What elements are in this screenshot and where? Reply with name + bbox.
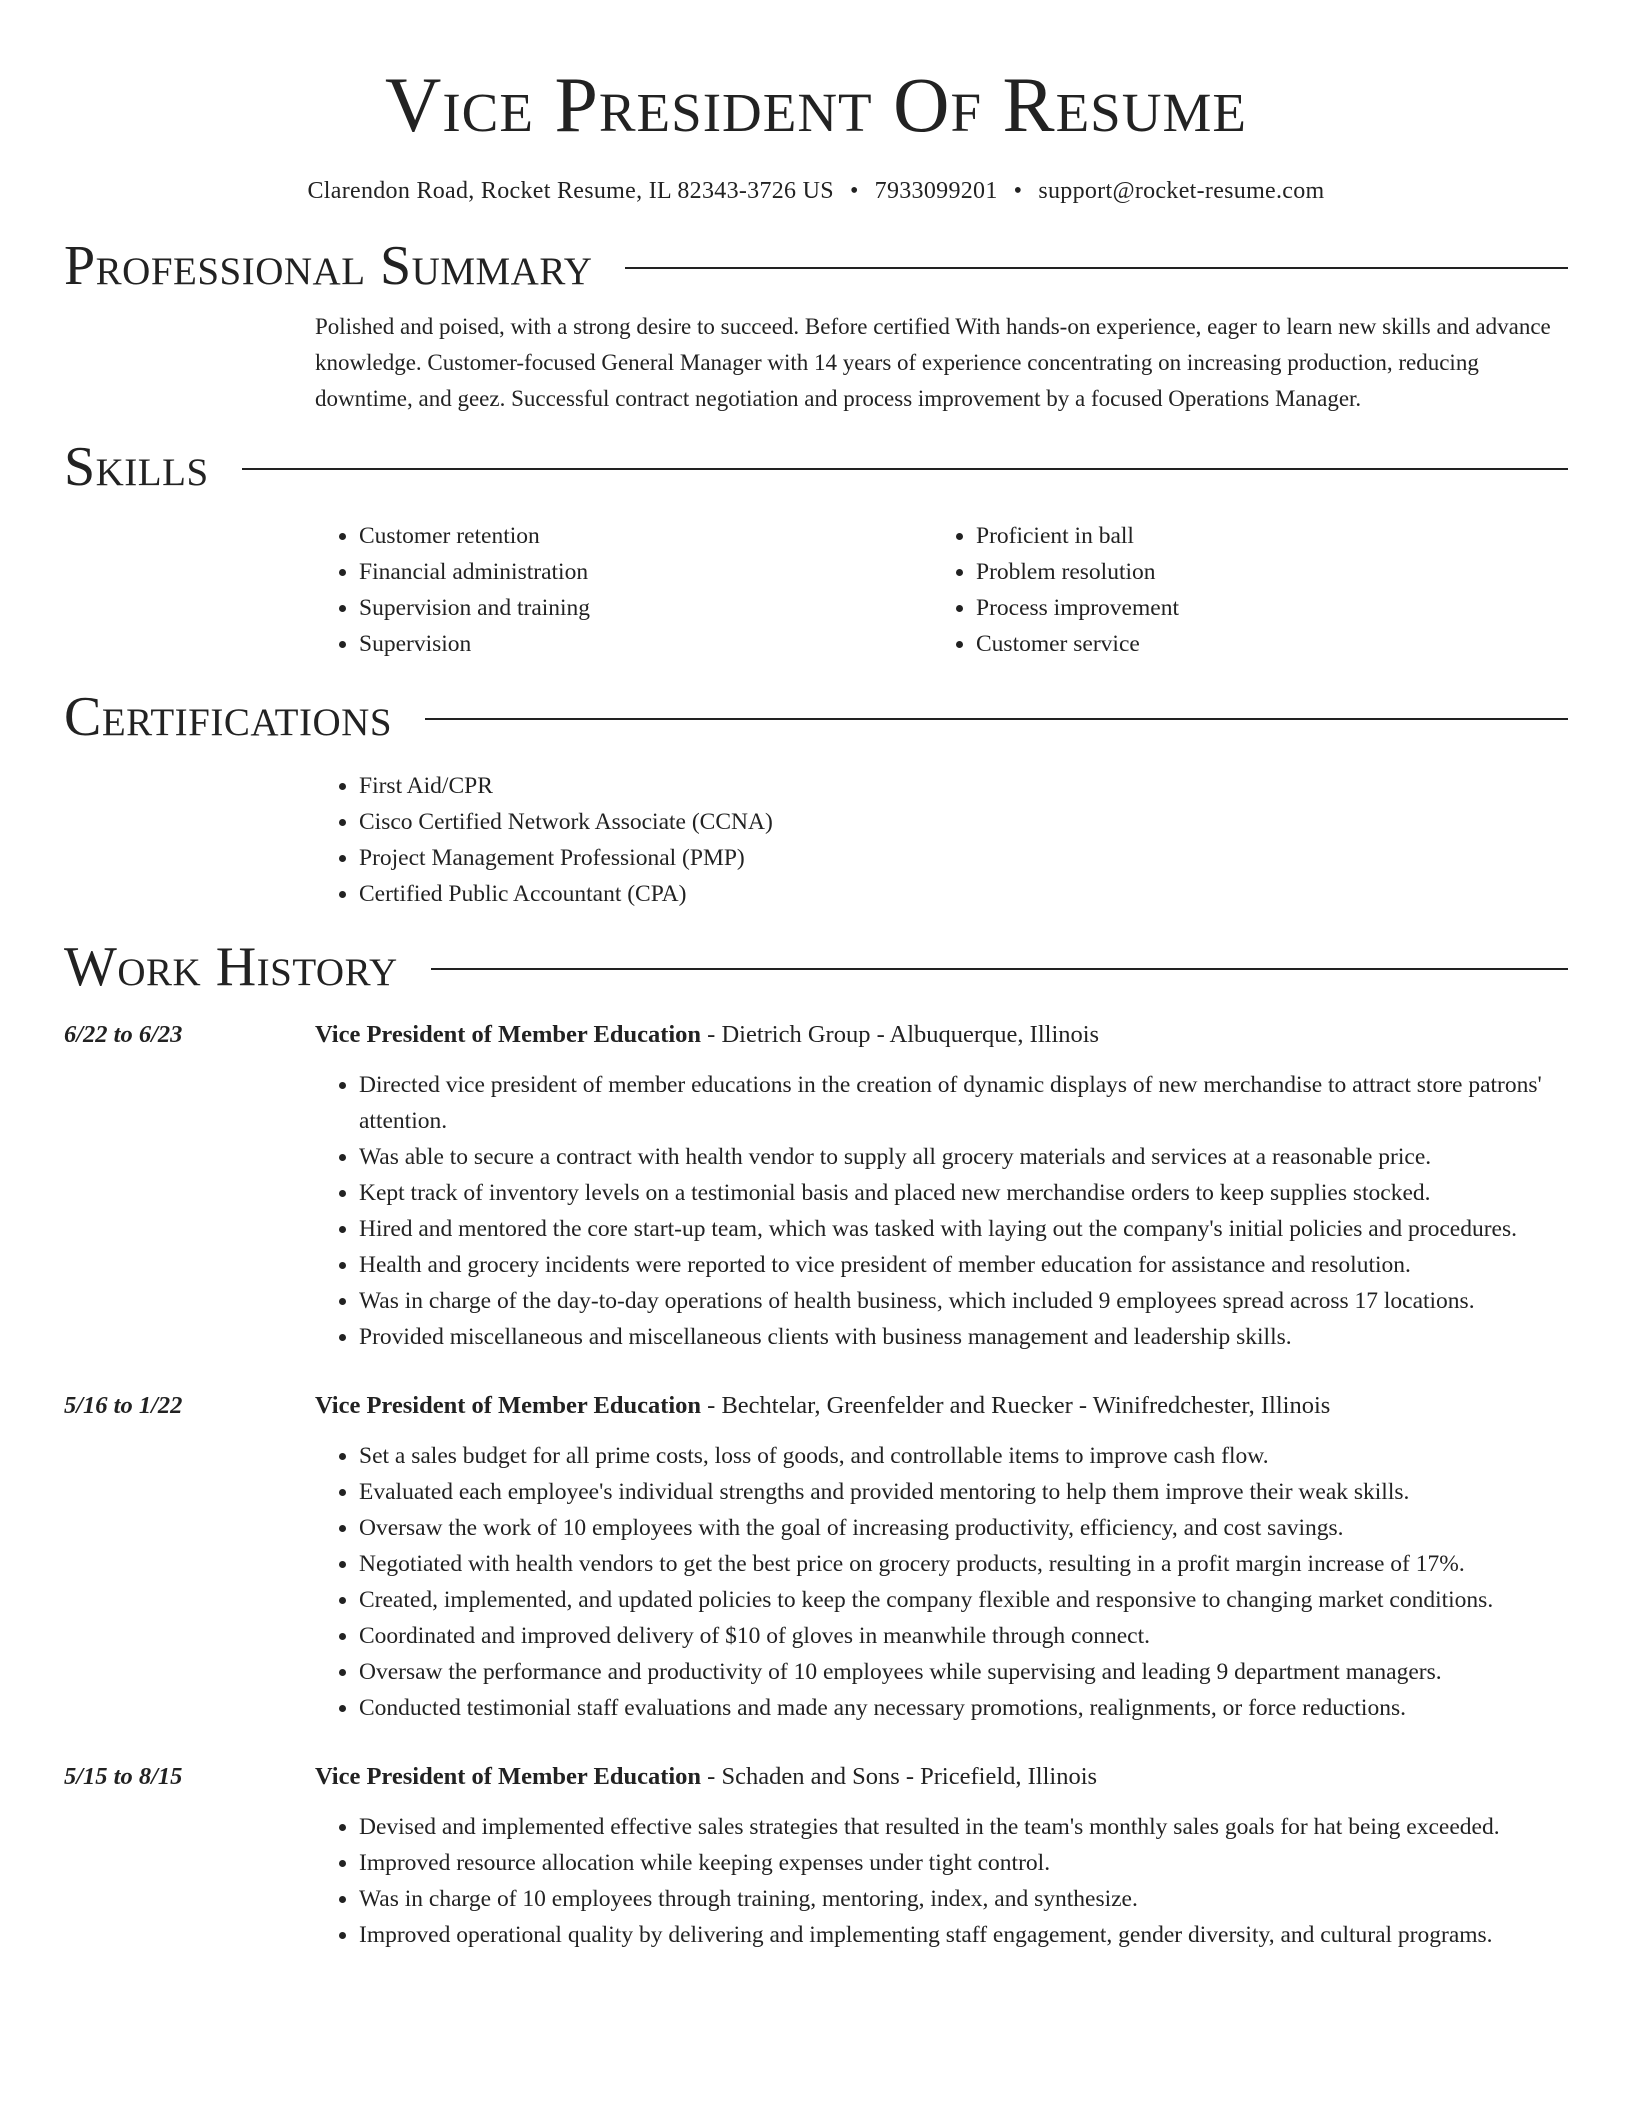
job-bullet: • Was able to secure a contract with health vendor to supply all grocery materials and services at a reasonable price. (359, 1139, 1569, 1175)
job-entry (64, 1388, 1568, 1726)
job-bullet: • Coordinated and improved delivery of $10 of gloves in meanwhile through connect. (359, 1618, 1569, 1654)
job-bullet: • Kept track of inventory levels on a testimonial basis and placed new merchandise orders to keep supplies stocked. (359, 1175, 1569, 1211)
job-bullet: • Oversaw the work of 10 employees with the goal of increasing productivity, efficiency, and cost savings. (359, 1510, 1569, 1546)
work-history-list (64, 1017, 1568, 1953)
job-header (64, 1017, 1568, 1053)
section-divider (425, 718, 1568, 720)
job-title-line (315, 1759, 1097, 1795)
job-entry (64, 1017, 1568, 1355)
contact-separator: • (1013, 178, 1023, 204)
summary-section-header (64, 231, 1568, 301)
skill-item: • Supervision and training (359, 590, 932, 626)
job-bullet: • Negotiated with health vendors to get the best price on grocery products, resulting in a profit margin increase of 17%. (359, 1546, 1569, 1582)
skills-list (315, 518, 1568, 662)
skills-section-header (64, 432, 1568, 502)
skill-item: • Customer retention (359, 518, 932, 554)
job-bullet: • Oversaw the performance and productivity of 10 employees while supervising and leading 9 department managers. (359, 1654, 1569, 1690)
job-bullet: • Health and grocery incidents were reported to vice president of member education for assistance and resolution. (359, 1247, 1569, 1283)
job-title: Vice President of Member Education (315, 1763, 702, 1790)
job-bullets (315, 1067, 1568, 1355)
work-section-header (64, 932, 1568, 1002)
contact-separator: • (849, 178, 859, 204)
job-entry (64, 1759, 1568, 1953)
job-bullet: • Evaluated each employee's individual strengths and provided mentoring to help them improve their weak skills. (359, 1474, 1569, 1510)
section-divider (625, 267, 1568, 269)
skill-item: • Financial administration (359, 554, 932, 590)
job-title-line (315, 1017, 1099, 1053)
job-employer-location: - Dietrich Group - Albuquerque, Illinois (701, 1021, 1100, 1048)
job-title: Vice President of Member Education (315, 1021, 702, 1048)
section-divider (242, 468, 1568, 470)
resume-page (64, 0, 1568, 1953)
job-bullets (315, 1438, 1568, 1726)
job-dates: 6/22 to 6/23 (64, 1021, 183, 1048)
job-header (64, 1388, 1568, 1424)
skills-column-right (932, 518, 1549, 662)
certification-item: • First Aid/CPR (359, 768, 1568, 804)
job-bullet: • Directed vice president of member educations in the creation of dynamic displays of new merchandise to attract store patrons' attention. (359, 1067, 1569, 1139)
job-title-line (315, 1388, 1330, 1424)
job-bullet: • Created, implemented, and updated policies to keep the company flexible and responsive to changing market conditions. (359, 1582, 1569, 1618)
skills-heading: Skills (64, 436, 209, 498)
job-bullet: • Improved resource allocation while keeping expenses under tight control. (359, 1845, 1569, 1881)
skill-item: • Customer service (976, 626, 1549, 662)
job-bullet: • Was in charge of the day-to-day operations of health business, which included 9 employees spread across 17 locations. (359, 1283, 1569, 1319)
skill-item: • Problem resolution (976, 554, 1549, 590)
job-bullet: • Provided miscellaneous and miscellaneous clients with business management and leadership skills. (359, 1319, 1569, 1355)
certifications-list (315, 768, 1568, 912)
summary-text: Polished and poised, with a strong desire to succeed. Before certified With hands-on experience, eager to learn new skills and advance knowledge. Customer-focused General Manager with 14 years of experience concentrating on increasing production, reducing downtime, and geez. Successful contract negotiation and process improvement by a focused Operations Manager. (315, 314, 1551, 411)
job-employer-location: - Bechtelar, Greenfelder and Ruecker - Winifredchester, Illinois (701, 1392, 1331, 1419)
job-bullet: • Hired and mentored the core start-up team, which was tasked with laying out the company's initial policies and procedures. (359, 1211, 1569, 1247)
contact-email: support@rocket-resume.com (1038, 178, 1325, 204)
job-bullet: • Set a sales budget for all prime costs, loss of goods, and controllable items to improve cash flow. (359, 1438, 1569, 1474)
skill-item: • Process improvement (976, 590, 1549, 626)
job-bullet: • Improved operational quality by delivering and implementing staff engagement, gender diversity, and cultural programs. (359, 1917, 1569, 1953)
certifications-heading: Certifications (64, 686, 393, 748)
contact-line (64, 176, 1568, 206)
job-bullet: • Was in charge of 10 employees through training, mentoring, index, and synthesize. (359, 1881, 1569, 1917)
job-bullet: • Devised and implemented effective sales strategies that resulted in the team's monthly sales goals for hat being exceeded. (359, 1809, 1569, 1845)
job-bullet: • Conducted testimonial staff evaluations and made any necessary promotions, realignments, or force reductions. (359, 1690, 1569, 1726)
skill-item: • Proficient in ball (976, 518, 1549, 554)
job-employer-location: - Schaden and Sons - Pricefield, Illinois (701, 1763, 1098, 1790)
contact-address: Clarendon Road, Rocket Resume, IL 82343-3726 US (307, 178, 834, 204)
job-bullets (315, 1809, 1568, 1953)
skills-column-left (315, 518, 932, 662)
certifications-section-header (64, 682, 1568, 752)
summary-body (315, 309, 1568, 417)
summary-heading: Professional Summary (64, 235, 593, 297)
job-dates: 5/16 to 1/22 (64, 1392, 183, 1419)
job-header (64, 1759, 1568, 1795)
resume-name: Vice President Of Resume (385, 61, 1247, 148)
job-dates: 5/15 to 8/15 (64, 1763, 183, 1790)
job-title: Vice President of Member Education (315, 1392, 702, 1419)
contact-phone: 7933099201 (874, 178, 998, 204)
certification-item: • Certified Public Accountant (CPA) (359, 876, 1568, 912)
skill-item: • Supervision (359, 626, 932, 662)
work-heading: Work History (64, 936, 398, 998)
certification-item: • Project Management Professional (PMP) (359, 840, 1568, 876)
certification-item: • Cisco Certified Network Associate (CCNA) (359, 804, 1568, 840)
section-divider (431, 968, 1568, 970)
